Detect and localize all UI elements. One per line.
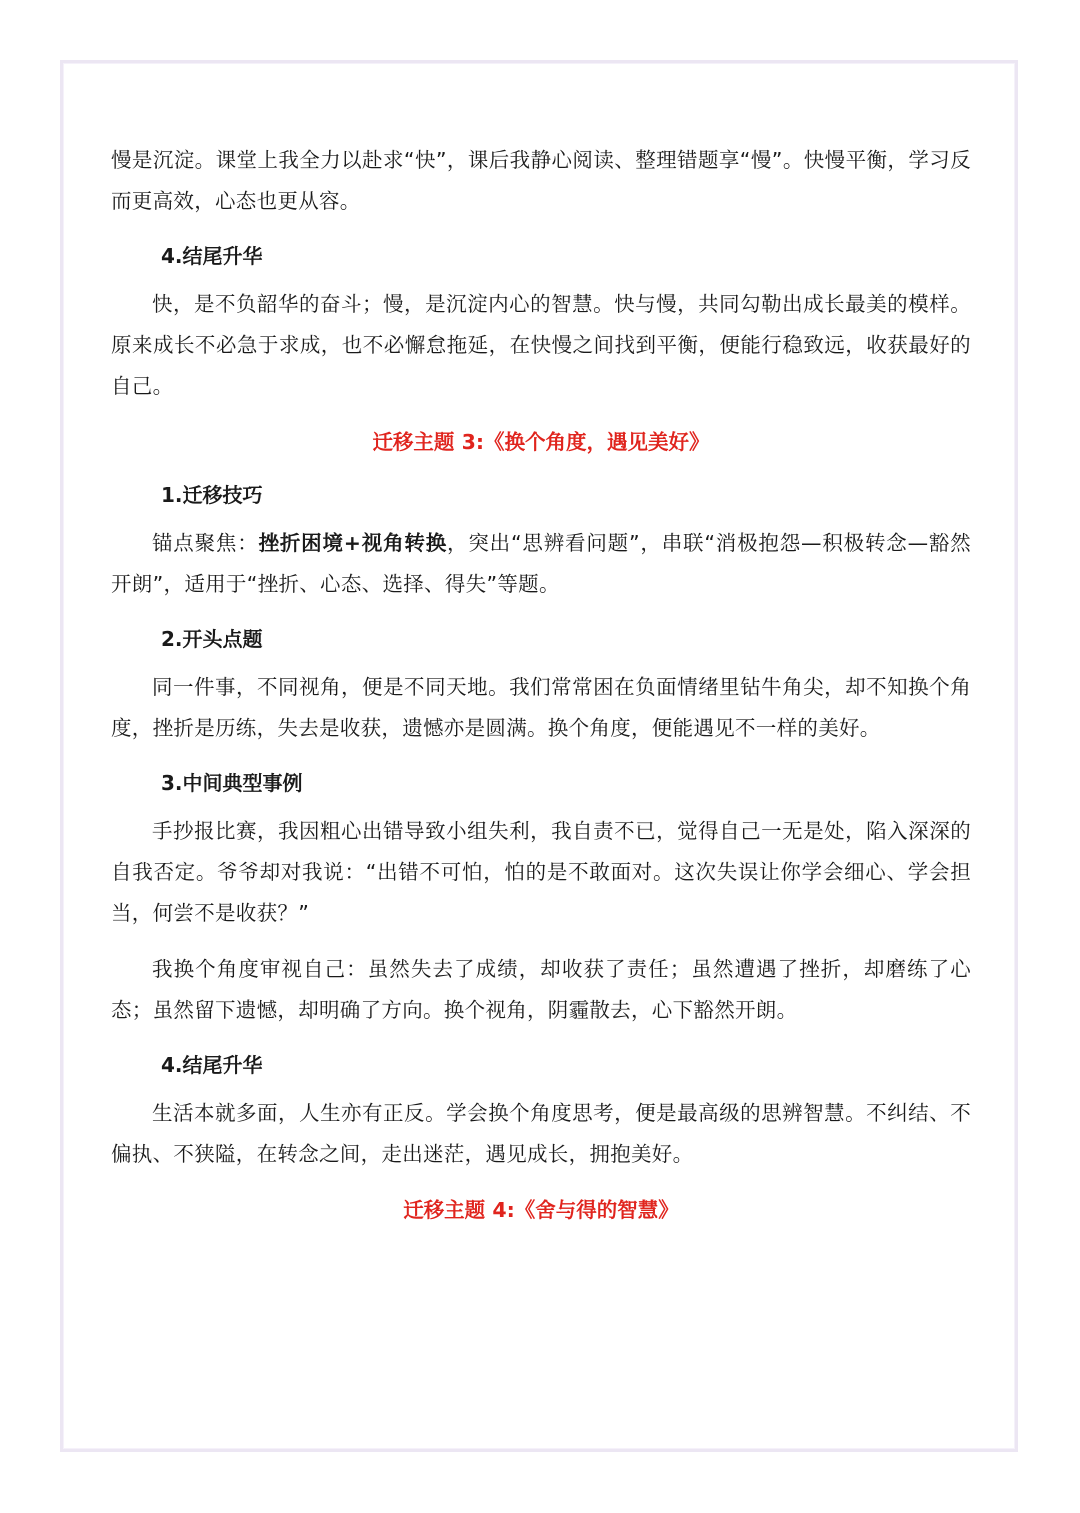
document-body [111, 140, 971, 1244]
section-heading-ending: 4.结尾升华 [161, 244, 263, 268]
opening-paragraph: 同一件事，不同视角，便是不同天地。我们常常困在负面情绪里钻牛角尖，却不知换个角度，挫折是历练，失去是收获，遗憾亦是圆满。换个角度，便能遇见不一样的美好。 [111, 675, 971, 740]
ending-paragraph: 快，是不负韶华的奋斗；慢，是沉淀内心的智慧。快与慢，共同勾勒出成长最美的模样。原来成长不必急于求成，也不必懈怠拖延，在快慢之间找到平衡，便能行稳致远，收获最好的自己。 [111, 292, 971, 398]
section-heading-opening: 2.开头点题 [161, 627, 263, 651]
topic-3-title: 迁移主题 3:《换个角度，遇见美好》 [372, 430, 710, 454]
section-heading-ending-2: 4.结尾升华 [161, 1053, 263, 1077]
ending-paragraph-2: 生活本就多面，人生亦有正反。学会换个角度思考，便是最高级的思辨智慧。不纠结、不偏执、不狭隘，在转念之间，走出迷茫，遇见成长，拥抱美好。 [111, 1101, 971, 1166]
skill-keyword: 挫折困境+视角转换 [258, 531, 448, 555]
skill-paragraph [111, 523, 971, 605]
skill-rest: ，突出“思辨看问题”，串联“消极抱怨—积极转念—豁然开朗”，适用于“挫折、心态、选择、得失”等题。 [111, 531, 971, 596]
example-paragraph-1: 手抄报比赛，我因粗心出错导致小组失利，我自责不已，觉得自己一无是处，陷入深深的自我否定。爷爷却对我说：“出错不可怕，怕的是不敢面对。这次失误让你学会细心、学会担当，何尝不是收获？” [111, 819, 971, 925]
section-heading-skill: 1.迁移技巧 [161, 483, 263, 507]
topic-4-title: 迁移主题 4:《舍与得的智慧》 [403, 1198, 679, 1222]
intro-paragraph: 慢是沉淀。课堂上我全力以赴求“快”，课后我静心阅读、整理错题享“慢”。快慢平衡，学习反而更高效，心态也更从容。 [111, 148, 971, 213]
section-heading-example: 3.中间典型事例 [161, 771, 303, 795]
skill-lead: 锚点聚焦： [152, 531, 259, 555]
example-paragraph-2: 我换个角度审视自己：虽然失去了成绩，却收获了责任；虽然遭遇了挫折，却磨练了心态；虽然留下遗憾，却明确了方向。换个视角，阴霾散去，心下豁然开朗。 [111, 957, 971, 1022]
